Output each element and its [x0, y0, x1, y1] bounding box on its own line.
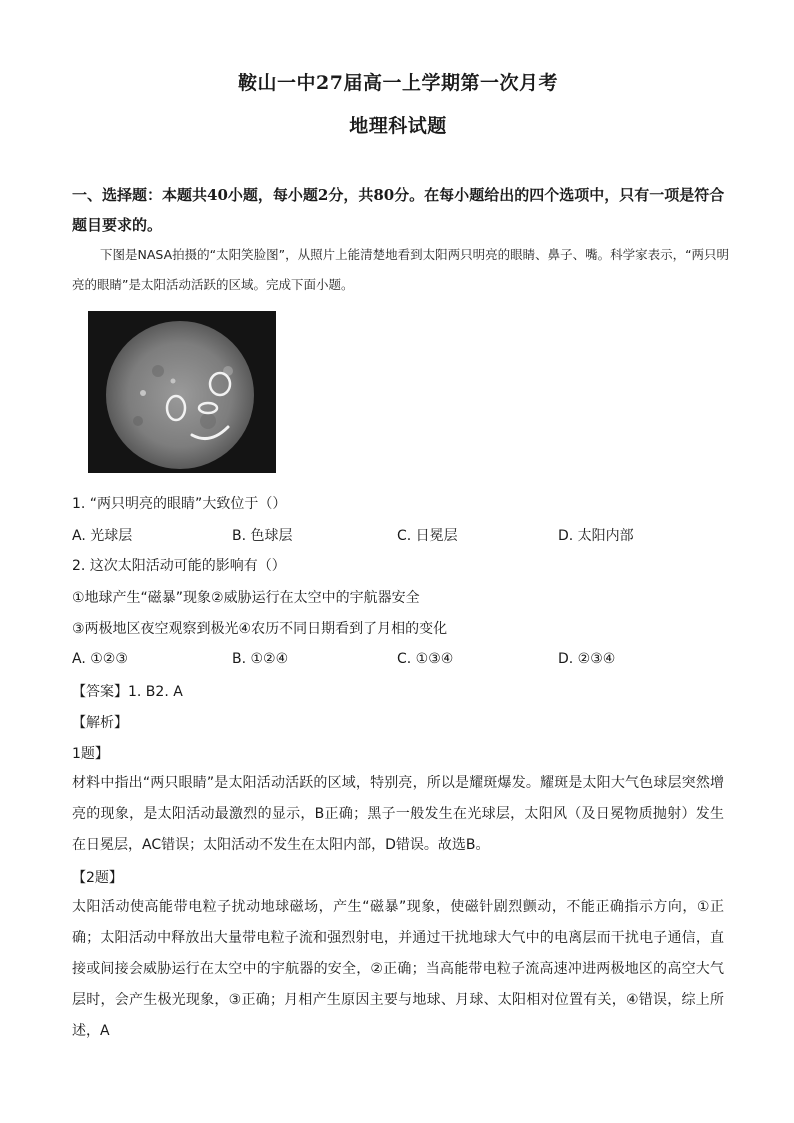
sun-smiley-photo	[88, 311, 276, 473]
q1-option-c[interactable]: C. 日冕层	[397, 528, 458, 544]
analysis-q1-text: 材料中指出“两只眼睛”是太阳活动活跃的区域，特别亮，所以是耀斑爆发。耀斑是太阳大气色球层突然增亮的现象，是太阳活动最激烈的显示，B正确；黑子一般发生在光球层，太阳风（及日冕物质抛射）发生在日冕层，AC错误；太阳活动不发生在太阳内部，D错误。故选B。	[72, 775, 724, 853]
q1-option-d[interactable]: D. 太阳内部	[558, 528, 634, 544]
exam-subtitle: 地理科试题	[349, 115, 447, 137]
exam-title: 鞍山一中27届高一上学期第一次月考	[238, 72, 558, 94]
q2-option-c[interactable]: C. ①③④	[397, 651, 454, 667]
question-1-stem: 1. “两只明亮的眼睛”大致位于（）	[72, 496, 287, 512]
q2-option-b[interactable]: B. ①②④	[232, 651, 289, 667]
question-2-stem: 2. 这次太阳活动可能的影响有（）	[72, 558, 286, 574]
analysis-label: 【解析】	[72, 715, 128, 731]
analysis-q1-label: 1题】	[72, 746, 109, 762]
question-2-statement-2: ③两极地区夜空观察到极光④农历不同日期看到了月相的变化	[72, 621, 448, 637]
q2-option-a[interactable]: A. ①②③	[72, 651, 128, 667]
analysis-q2-text: 太阳活动使高能带电粒子扰动地球磁场，产生“磁暴”现象，使磁针剧烈颤动，不能正确指示方向，①正确；太阳活动中释放出大量带电粒子流和强烈射电，并通过干扰地球大气中的电离层而干扰电子通信，直接或间接会威胁运行在太空中的宇航器的安全，②正确；当高能带电粒子流高速冲进两极地区的高空大气层时，会产生极光现象，③正确；月相产生原因主要与地球、月球、太阳相对位置有关，④错误，综上所述，A	[72, 899, 724, 1039]
q1-option-b[interactable]: B. 色球层	[232, 528, 293, 544]
material-text: 下图是NASA拍摄的“太阳笑脸图”，从照片上能清楚地看到太阳两只明亮的眼睛、鼻子、嘴。科学家表示，“两只明亮的眼睛”是太阳活动活跃的区域。完成下面小题。	[72, 247, 730, 292]
analysis-q2-label: 【2题】	[72, 870, 123, 886]
question-2-statement-1: ①地球产生“磁暴”现象②威胁运行在太空中的宇航器安全	[72, 590, 420, 606]
q2-option-d[interactable]: D. ②③④	[558, 651, 616, 667]
q1-option-a[interactable]: A. 光球层	[72, 528, 133, 544]
sun-smiley-image	[88, 311, 276, 473]
answer-label: 【答案】1. B2. A	[72, 684, 183, 700]
section-heading: 一、选择题：本题共40小题，每小题2分，共80分。在每小题给出的四个选项中，只有一项是符合题目要求的。	[72, 186, 725, 234]
